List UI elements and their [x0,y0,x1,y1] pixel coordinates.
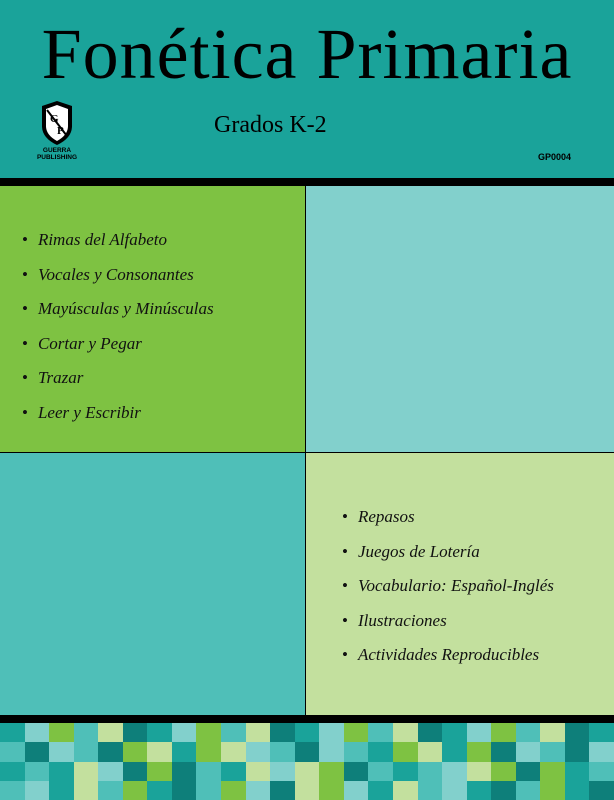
checker-tile [196,723,221,743]
checker-tile [491,742,516,762]
checker-tile [246,742,271,762]
checker-tile [25,781,50,800]
checker-tile [0,781,25,800]
checker-tile [49,781,74,800]
checker-tile [25,742,50,762]
checker-tile [25,762,50,782]
publisher-name-line1: GUERRA [42,147,72,154]
checker-tile [270,781,295,800]
checker-tile [98,762,123,782]
checker-tile [0,723,25,743]
list-item: • Leer y Escribir [22,396,214,431]
checker-tile [49,723,74,743]
publisher-name-line2: PUBLISHING [36,154,78,161]
checker-tile [319,781,344,800]
checker-tile [442,742,467,762]
checker-tile [418,742,443,762]
list-item: • Rimas del Alfabeto [22,223,214,258]
checker-tile [418,723,443,743]
checker-tile [295,723,320,743]
checker-tile [221,742,246,762]
checker-tile [589,762,614,782]
checker-tile [516,762,541,782]
checker-tile [295,781,320,800]
checker-tile [74,781,99,800]
checker-tile [467,781,492,800]
checker-tile [491,723,516,743]
checker-tile [74,742,99,762]
checker-tile [319,742,344,762]
checker-tile [344,762,369,782]
checker-tile [221,781,246,800]
checker-tile [74,723,99,743]
logo-initial-p: P [57,125,64,137]
checker-tile [516,723,541,743]
checker-tile [565,723,590,743]
checker-tile [196,781,221,800]
checker-tile [147,723,172,743]
checker-tile [540,742,565,762]
checkered-footer-band [0,723,614,800]
checker-tile [123,723,148,743]
checker-tile [491,762,516,782]
checker-tile [0,762,25,782]
checker-tile [565,781,590,800]
checker-tile [442,762,467,782]
checker-tile [123,742,148,762]
checker-tile [74,762,99,782]
checker-tile [49,742,74,762]
checker-tile [344,781,369,800]
panel-mid-teal [0,453,305,715]
checker-tile [98,742,123,762]
list-item: • Vocales y Consonantes [22,258,214,293]
shield-crest-icon [38,100,76,146]
checker-tile [418,781,443,800]
checker-tile [467,762,492,782]
checker-tile [196,742,221,762]
checker-tile [418,762,443,782]
checker-tile [516,781,541,800]
checker-tile [270,762,295,782]
checker-tile [49,762,74,782]
checker-tile [467,723,492,743]
checker-tile [221,762,246,782]
header-divider [0,178,614,186]
footer-divider [0,715,614,723]
checker-tile [123,781,148,800]
product-code: GP0004 [538,152,572,162]
checker-tile [467,742,492,762]
checker-tile [172,781,197,800]
checker-tile [98,781,123,800]
checker-tile [565,762,590,782]
checker-tile [368,723,393,743]
checker-tile [319,762,344,782]
checker-tile [25,723,50,743]
list-item: • Trazar [22,361,214,396]
checker-tile [123,762,148,782]
checker-tile [147,742,172,762]
checker-tile [270,723,295,743]
list-item: • Actividades Reproducibles [342,638,554,673]
checker-tile [221,723,246,743]
checker-tile [147,781,172,800]
checker-tile [393,781,418,800]
checker-tile [295,742,320,762]
checker-tile [172,723,197,743]
publisher-logo [28,100,86,166]
checker-tile [589,723,614,743]
checker-tile [319,723,344,743]
checker-tile [442,781,467,800]
checker-tile [98,723,123,743]
feature-list-left [22,223,214,430]
checker-tile [246,723,271,743]
checker-tile [540,781,565,800]
list-item: • Vocabulario: Español-Inglés [342,569,554,604]
checker-tile [368,762,393,782]
list-item: • Ilustraciones [342,604,554,639]
logo-initial-g: G [50,113,59,125]
checker-tile [0,742,25,762]
panel-light-teal [306,186,614,452]
checker-tile [442,723,467,743]
checker-tile [196,762,221,782]
list-item: • Repasos [342,500,554,535]
cover-title: Fonética Primaria [41,14,573,94]
publisher-name [28,147,86,161]
checker-tile [246,762,271,782]
cover-header [0,0,614,178]
checker-tile [295,762,320,782]
checker-tile [393,762,418,782]
checker-tile [344,742,369,762]
checker-tile [270,742,295,762]
checker-tile [172,742,197,762]
grade-level: Grados K-2 [214,112,327,138]
checker-tile [393,723,418,743]
checker-tile [172,762,197,782]
checker-tile [589,742,614,762]
list-item: • Juegos de Lotería [342,535,554,570]
checker-tile [565,742,590,762]
checker-tile [589,781,614,800]
checker-tile [540,762,565,782]
checker-tile [368,742,393,762]
list-item: • Mayúsculas y Minúsculas [22,292,214,327]
checker-tile [147,762,172,782]
checker-tile [344,723,369,743]
checker-tile [540,723,565,743]
feature-list-right [342,500,554,673]
list-item: • Cortar y Pegar [22,327,214,362]
checker-tile [368,781,393,800]
checker-tile [516,742,541,762]
checker-tile [491,781,516,800]
checker-tile [393,742,418,762]
checker-tile [246,781,271,800]
